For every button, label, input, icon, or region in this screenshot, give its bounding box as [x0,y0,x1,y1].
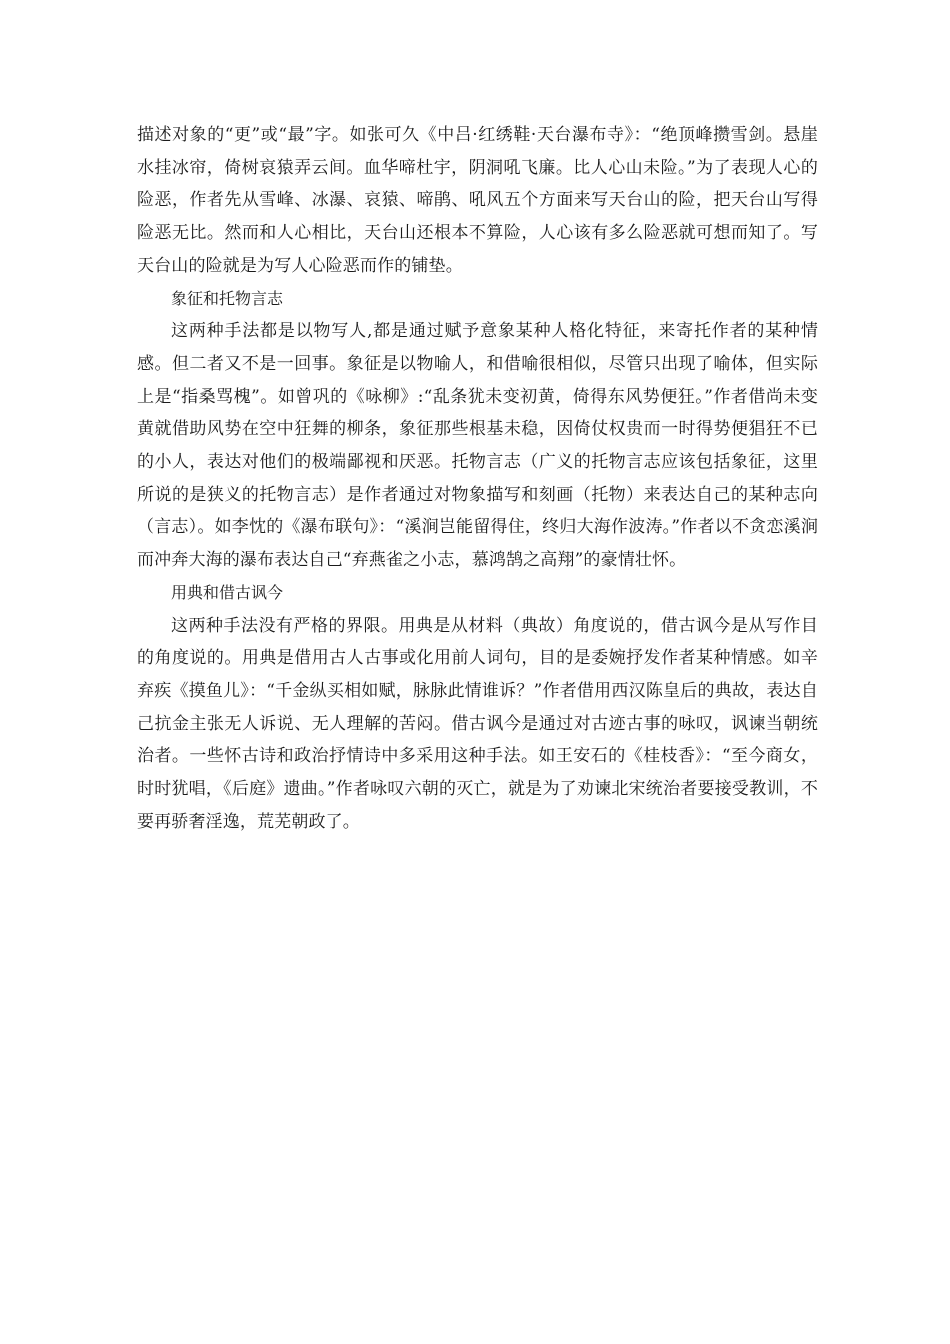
section-heading-allusion: 用典和借古讽今 [171,582,284,602]
section-heading-symbolism: 象征和托物言志 [171,288,284,308]
paragraph-symbolism: 这两种手法都是以物写人,都是通过赋予意象某种人格化特征，来寄托作者的某种情感。但二者又不是一回事。象征是以物喻人，和借喻很相似，尽管只出现了喻体，但实际上是“指桑骂槐”。如曾巩的《咏柳》:“乱条犹未变初黄，倚得东风势便狂。”作者借尚未变黄就借助风势在空中狂舞的柳条，象征那些根基未稳，因倚仗权贵而一时得势便猖狂不已的小人，表达对他们的极端鄙视和厌恶。托物言志（广义的托物言志应该包括象征，这里所说的是狭义的托物言志）是作者通过对物象描写和刻画（托物）来表达自己的某种志向（言志）。如李忱的《瀑布联句》：“溪涧岂能留得住，终归大海作波涛。”作者以不贪恋溪涧而冲奔大海的瀑布表达自己“弃燕雀之小志，慕鸿鹄之高翔”的豪情壮怀。 [137,321,818,571]
paragraph-continuation: 描述对象的“更”或“最”字。如张可久《中吕·红绣鞋·天台瀑布寺》：“绝顶峰攒雪剑。悬崖水挂冰帘，倚树哀猿弄云间。血华啼杜宇，阴洞吼飞廉。比人心山未险。”为了表现人心的险恶，作者先从雪峰、冰瀑、哀猿、啼鹃、吼风五个方面来写天台山的险，把天台山写得险恶无比。然而和人心相比，天台山还根本不算险，人心该有多么险恶就可想而知了。写天台山的险就是为写人心险恶而作的铺垫。 [137,125,818,276]
document-body [137,119,818,838]
paragraph-allusion: 这两种手法没有严格的界限。用典是从材料（典故）角度说的，借古讽今是从写作目的角度说的。用典是借用古人古事或化用前人词句，目的是委婉抒发作者某种情感。如辛弃疾《摸鱼儿》：“千金纵买相如赋，脉脉此情谁诉？”作者借用西汉陈皇后的典故，表达自己抗金主张无人诉说、无人理解的苦闷。借古讽今是通过对古迹古事的咏叹，讽谏当朝统治者。一些怀古诗和政治抒情诗中多采用这种手法。如王安石的《桂枝香》：“至今商女，时时犹唱，《后庭》遗曲。”作者咏叹六朝的灭亡，就是为了劝谏北宋统治者要接受教训，不要再骄奢淫逸，荒芜朝政了。 [137,615,818,832]
